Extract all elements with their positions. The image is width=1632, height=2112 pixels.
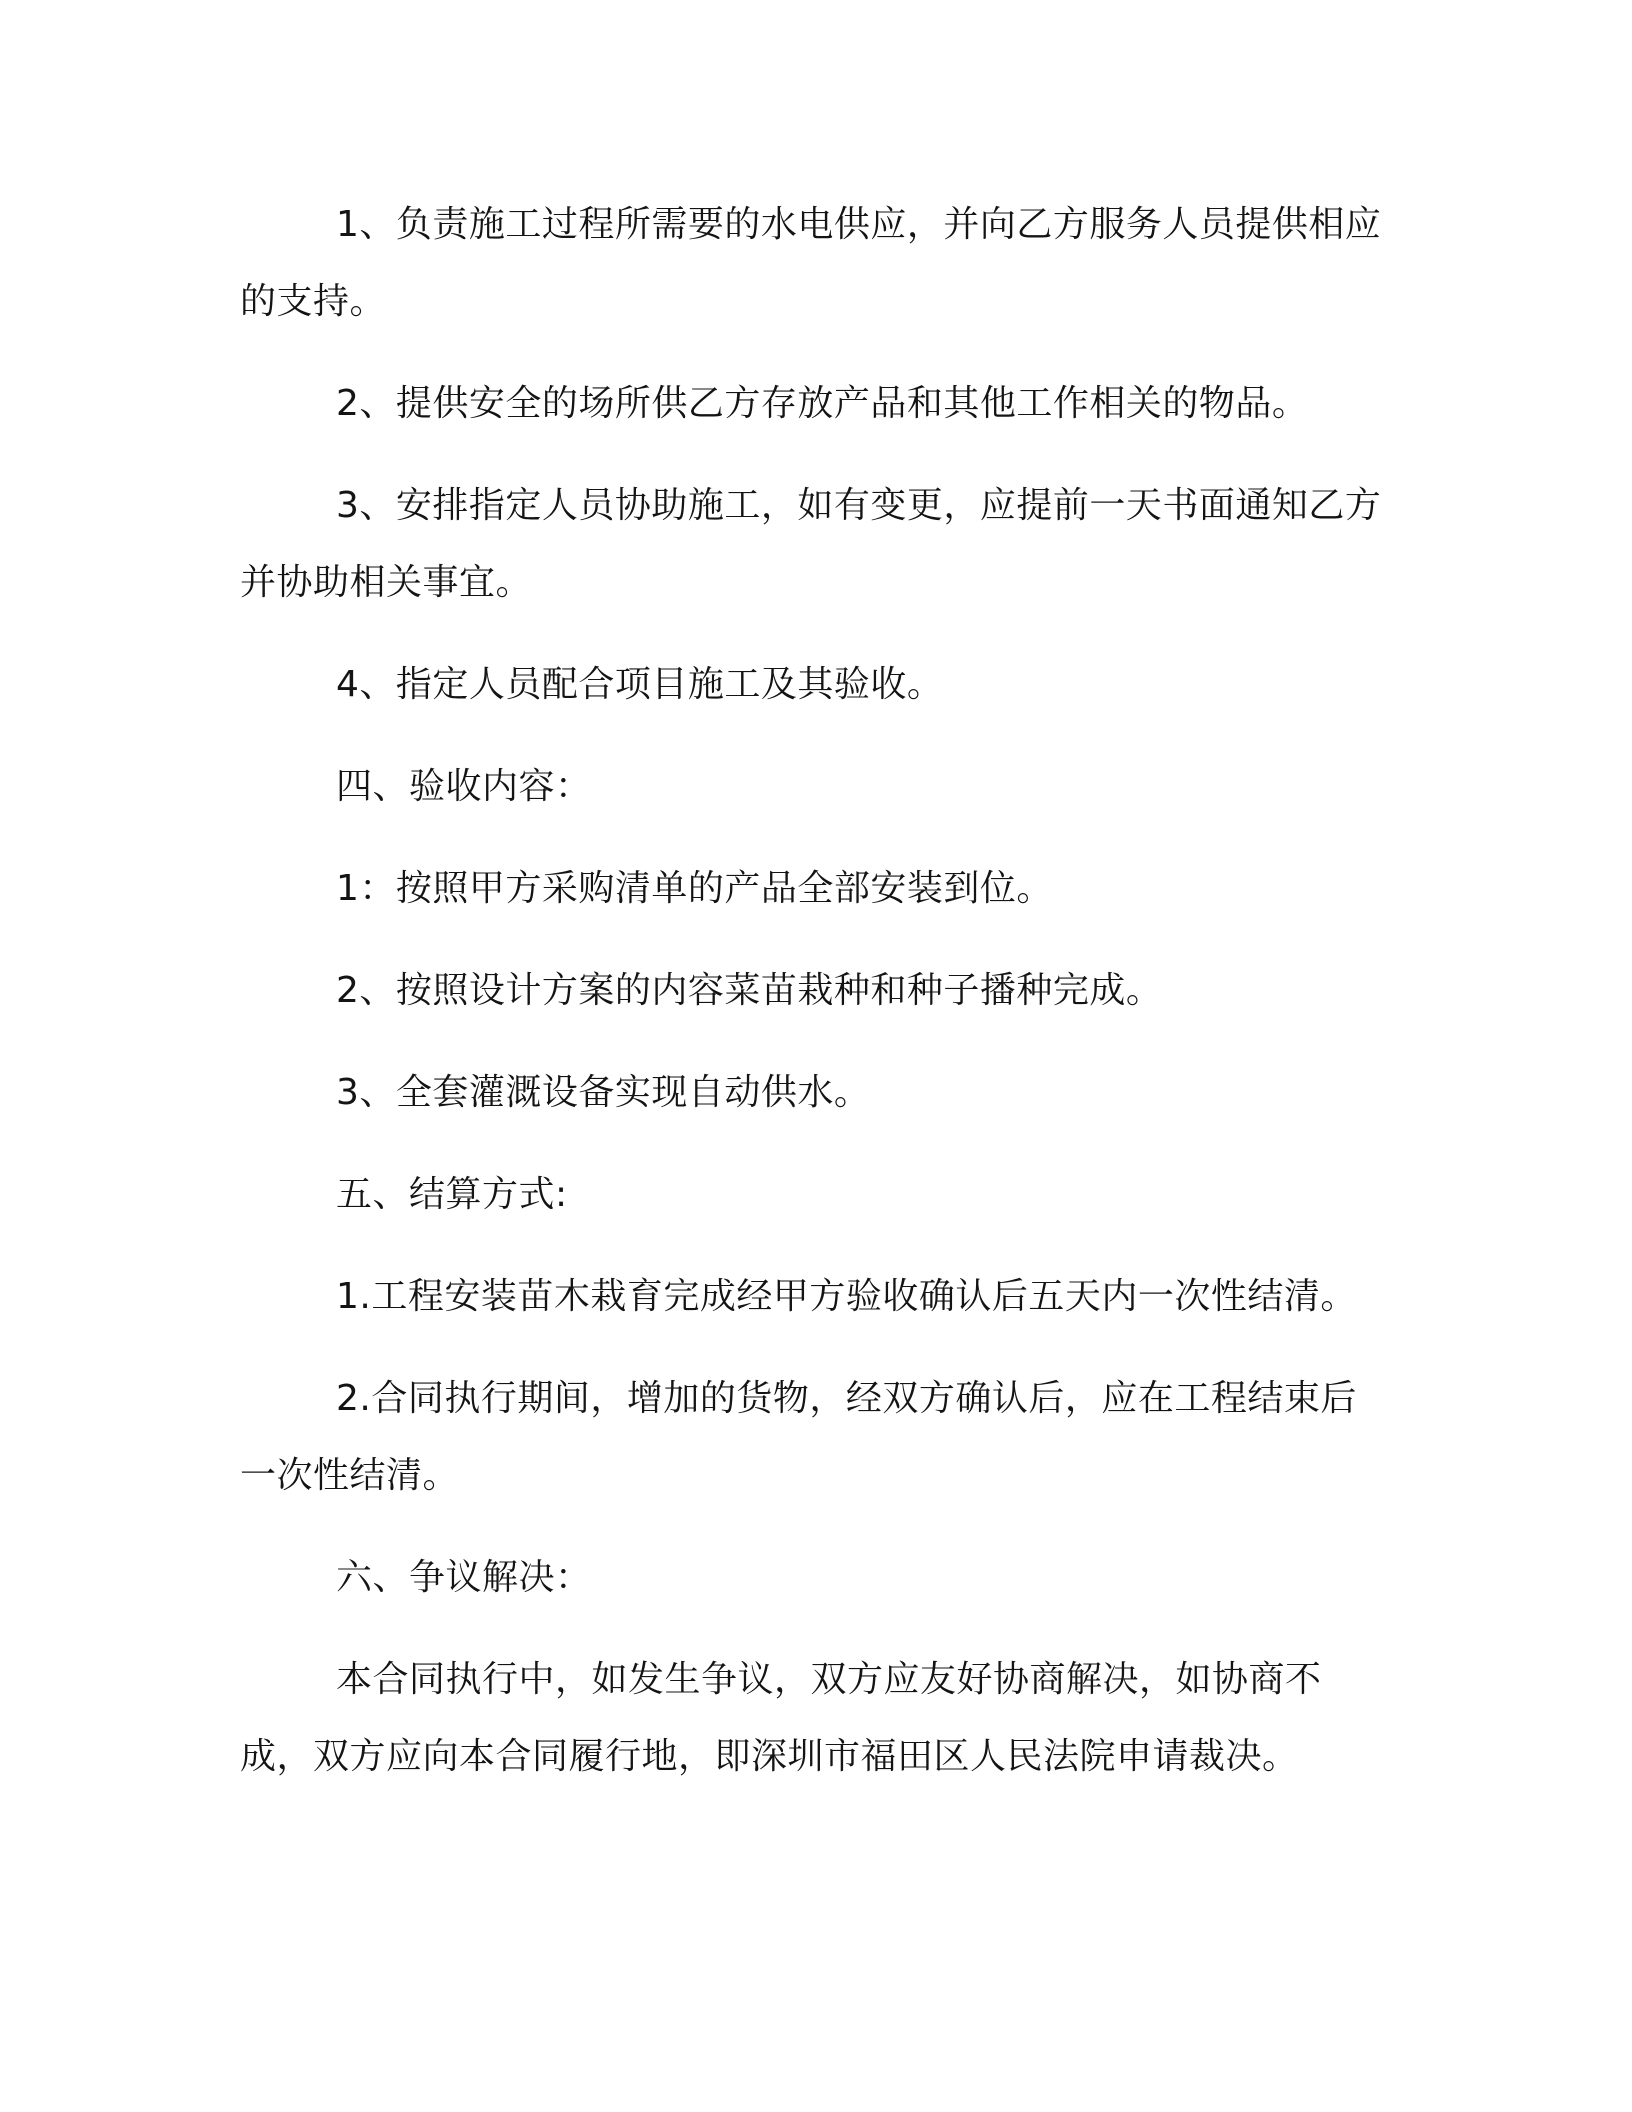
document-body	[240, 186, 1392, 1820]
paragraph-settlement-1: 1.工程安装苗木栽育完成经甲方验收确认后五天内一次性结清。	[336, 1276, 1357, 1317]
paragraph-clause-3: 3、安排指定人员协助施工，如有变更，应提前一天书面通知乙方并协助相关事宜。	[240, 485, 1382, 603]
paragraph-settlement-2: 2.合同执行期间，增加的货物，经双方确认后，应在工程结束后一次性结清。	[240, 1378, 1357, 1496]
paragraph-acceptance-3: 3、全套灌溉设备实现自动供水。	[336, 1072, 871, 1113]
paragraph-clause-2: 2、提供安全的场所供乙方存放产品和其他工作相关的物品。	[336, 383, 1309, 424]
paragraph-clause-4: 4、指定人员配合项目施工及其验收。	[336, 664, 944, 705]
paragraph-acceptance-2: 2、按照设计方案的内容菜苗栽种和种子播种完成。	[336, 970, 1163, 1011]
section-heading-acceptance: 四、验收内容：	[336, 766, 592, 807]
paragraph-acceptance-1: 1：按照甲方采购清单的产品全部安装到位。	[336, 868, 1053, 909]
paragraph-dispute: 本合同执行中，如发生争议，双方应友好协商解决，如协商不成，双方应向本合同履行地，即深圳市福田区人民法院申请裁决。	[240, 1659, 1322, 1777]
paragraph-clause-1: 1、负责施工过程所需要的水电供应，并向乙方服务人员提供相应的支持。	[240, 204, 1382, 322]
section-heading-dispute: 六、争议解决：	[336, 1557, 592, 1598]
section-heading-settlement: 五、结算方式:	[336, 1174, 568, 1215]
